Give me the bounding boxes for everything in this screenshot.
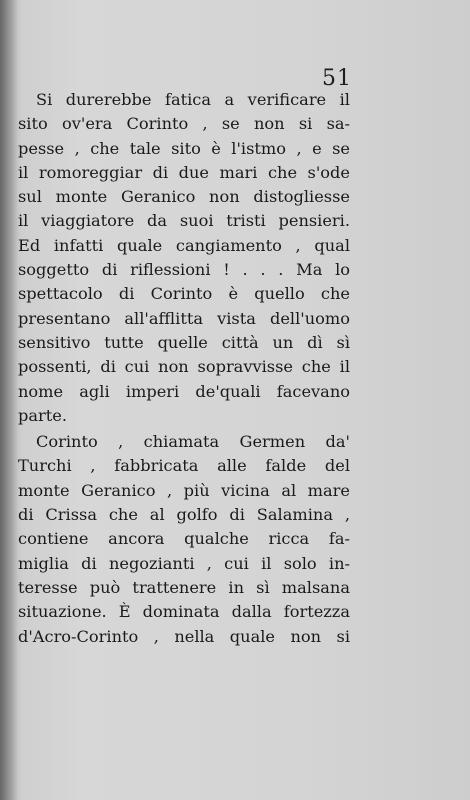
paragraph-2 [18, 430, 350, 649]
text-line: pesse , che tale sito è l'istmo , e se [18, 138, 350, 158]
text-line: Turchi , fabbricata alle falde del [18, 456, 350, 476]
binding-shadow [0, 0, 18, 800]
page-number: 51 [322, 66, 352, 91]
text-line: situazione. È dominata dalla fortezza [18, 602, 350, 622]
text-line: il romoreggiar di due mari che s'ode [18, 162, 350, 182]
text-line: monte Geranico , più vicina al mare [18, 480, 350, 500]
text-line: Ed infatti quale cangiamento , qual [18, 235, 350, 255]
text-line: parte. [18, 405, 67, 425]
text-line: sito ov'era Corinto , se non si sa- [18, 114, 350, 134]
text-line: Si durerebbe fatica a verificare il [36, 90, 350, 109]
text-line: sul monte Geranico non distogliesse [18, 187, 350, 207]
text-line: teresse può trattenere in sì malsana [18, 577, 350, 597]
text-line: spettacolo di Corinto è quello che [18, 284, 350, 304]
text-line: il viaggiatore da suoi tristi pensieri. [18, 211, 350, 231]
text-line: sensitivo tutte quelle città un dì sì [18, 332, 350, 352]
text-line: di Crissa che al golfo di Salamina , [18, 505, 350, 525]
text-line: presentano all'afflitta vista dell'uomo [18, 308, 350, 328]
text-line: possenti, di cui non sopravvisse che il [18, 357, 350, 377]
body-text [18, 88, 350, 649]
text-line: d'Acro-Corinto , nella quale non si [18, 626, 350, 646]
text-line: nome agli imperi de'quali facevano [18, 381, 350, 401]
text-line: miglia di negozianti , cui il solo in- [18, 553, 350, 573]
text-line: contiene ancora qualche ricca fa- [18, 529, 350, 549]
paragraph-1 [18, 88, 350, 428]
text-line: Corinto , chiamata Germen da' [36, 432, 350, 452]
text-line: soggetto di riflessioni ! . . . Ma lo [18, 260, 350, 280]
